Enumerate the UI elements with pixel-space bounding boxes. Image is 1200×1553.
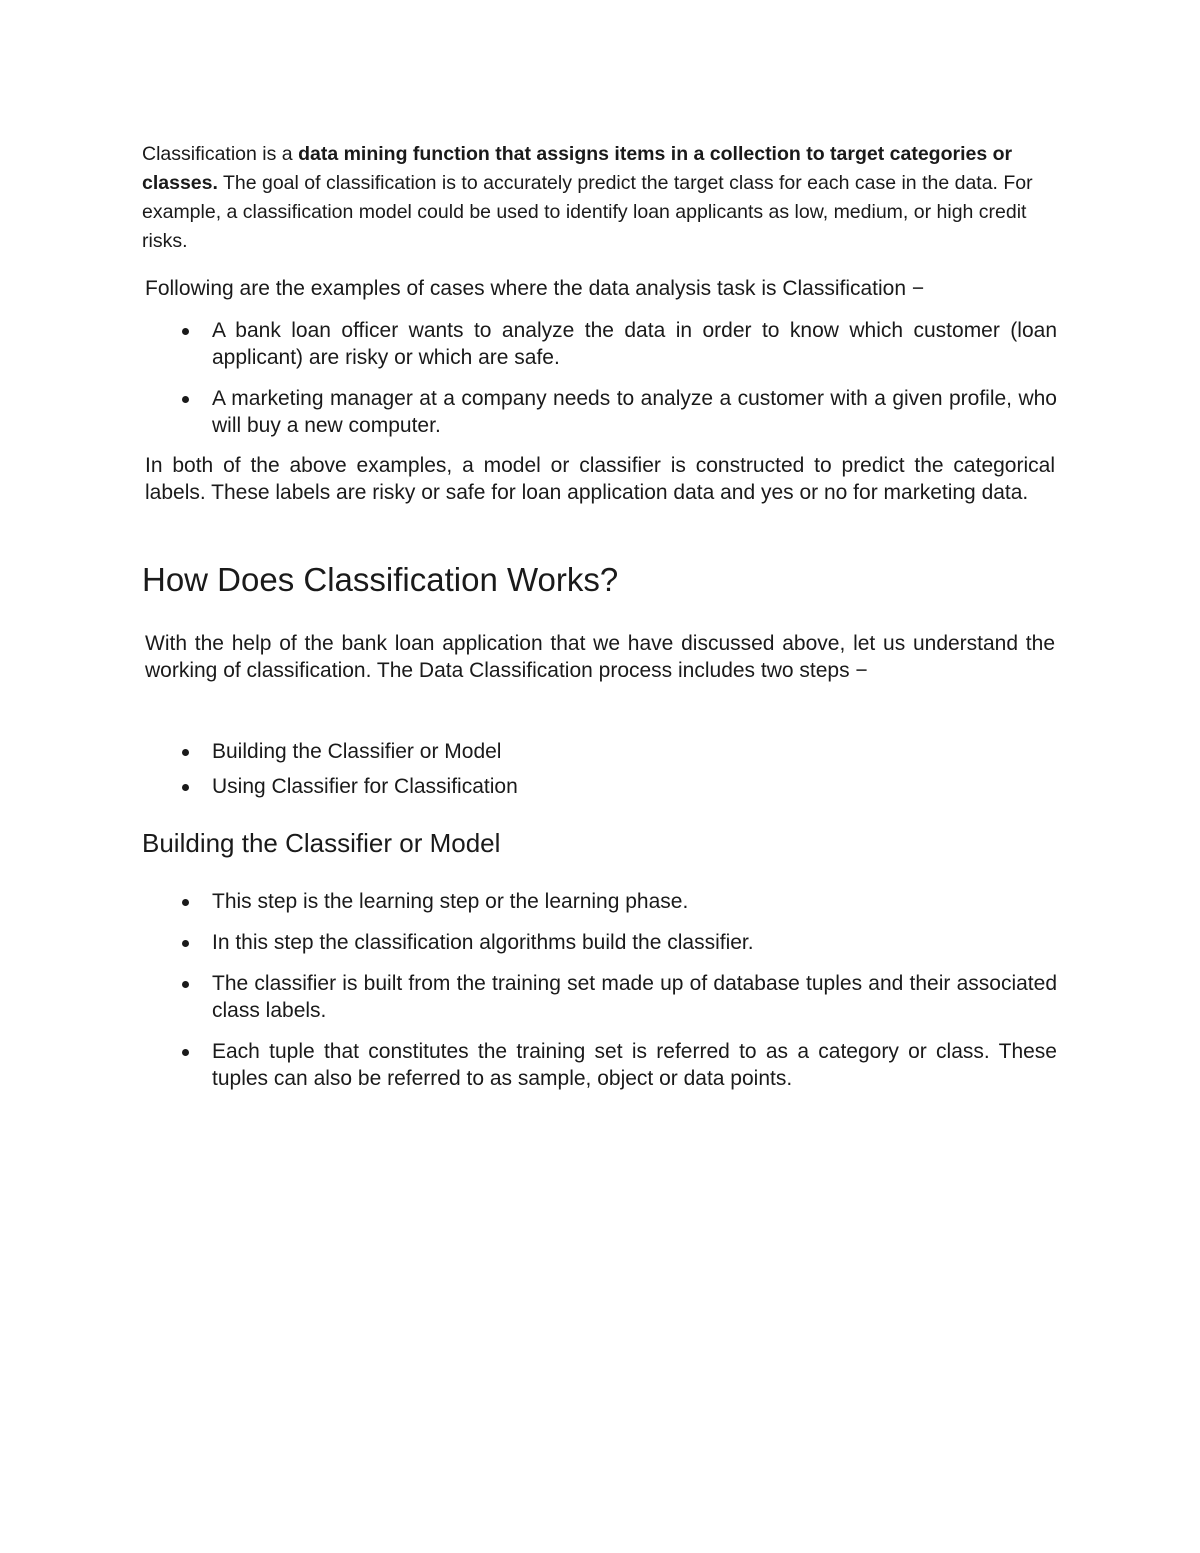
examples-conclusion: In both of the above examples, a model or classifier is constructed to predict the categorical labels. These labels are risky or safe for loan application data and yes or no for marketing data. — [145, 454, 1055, 504]
list-item-text: A marketing manager at a company needs to analyze a customer with a given profile, who will buy a new computer. — [212, 387, 1057, 437]
intro-lead: Classification is a — [142, 143, 299, 165]
list-item-text: Using Classifier for Classification — [212, 775, 518, 798]
list-item-text: A bank loan officer wants to analyze the data in order to know which customer (loan applicant) are risky or which are safe. — [212, 319, 1057, 369]
section-heading-how-classification-works: How Does Classification Works? — [142, 561, 619, 598]
bullet-icon — [182, 396, 189, 403]
bullet-icon — [182, 940, 189, 947]
list-item-text: Building the Classifier or Model — [212, 740, 502, 763]
list-item-text: Each tuple that constitutes the training set is referred to as a category or class. These tuples can also be referred to as sample, object or data points. — [212, 1040, 1057, 1090]
intro-rest: The goal of classification is to accurately predict the target class for each case in the data. For example, a classification model could be used to identify loan applicants as low, medium, or high credit risks. — [142, 172, 1033, 252]
bullet-icon — [182, 1049, 189, 1056]
section-heading-building-classifier: Building the Classifier or Model — [142, 828, 501, 858]
list-item-text: The classifier is built from the training set made up of database tuples and their associated class labels. — [212, 972, 1057, 1022]
list-item — [145, 970, 1057, 1024]
how-it-works-paragraph: With the help of the bank loan application that we have discussed above, let us understand the working of classification. The Data Classification process includes two steps − — [145, 632, 1055, 682]
bullet-icon — [182, 981, 189, 988]
list-item — [145, 1038, 1057, 1092]
steps-list — [145, 738, 1057, 808]
list-item — [145, 929, 1057, 956]
intro-paragraph — [142, 140, 1057, 256]
examples-list — [145, 317, 1057, 453]
list-item — [145, 385, 1057, 439]
building-list — [145, 888, 1057, 1106]
list-item — [145, 738, 1057, 765]
bullet-icon — [182, 749, 189, 756]
list-item-text: This step is the learning step or the learning phase. — [212, 890, 689, 913]
intro-bold-definition: data mining function that assigns items in a collection to target categories or classes. — [142, 143, 1013, 194]
bullet-icon — [182, 899, 189, 906]
list-item — [145, 888, 1057, 915]
examples-lead: Following are the examples of cases where the data analysis task is Classification − — [145, 277, 925, 300]
list-item-text: In this step the classification algorithms build the classifier. — [212, 931, 754, 954]
list-item — [145, 317, 1057, 371]
bullet-icon — [182, 328, 189, 335]
list-item — [145, 773, 1057, 800]
bullet-icon — [182, 784, 189, 791]
